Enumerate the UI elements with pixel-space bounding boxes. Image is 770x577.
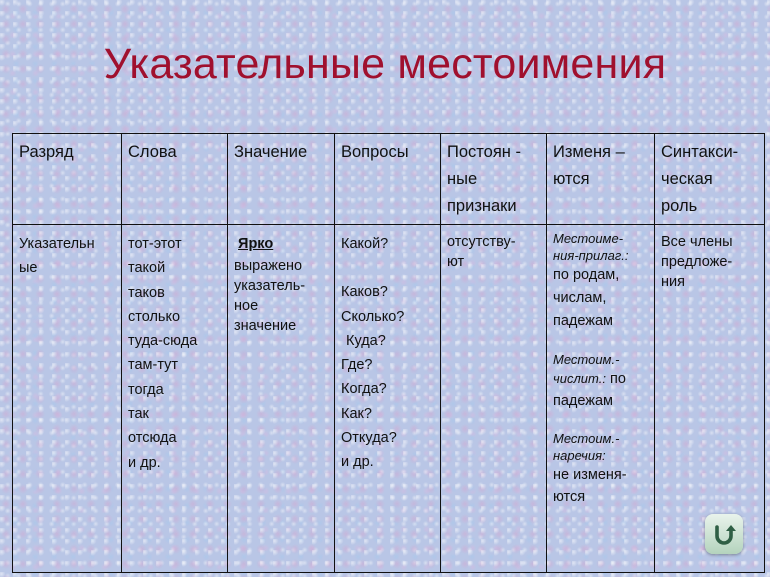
table-header-row	[13, 134, 765, 225]
page-title: Указательные местоимения	[103, 40, 667, 88]
meaning-highlight: Ярко	[238, 236, 274, 252]
header-syntactic-role: Синтакси- ческая роль	[655, 134, 765, 225]
cell-constant-features: отсутству- ют	[441, 225, 547, 573]
cell-words: тот-этот такой таков столько туда-сюда там-тут тогда так отсюда и др.	[122, 225, 228, 573]
header-changes: Изменя – ются	[547, 134, 655, 225]
header-constant-features: Постоян - ные признаки	[441, 134, 547, 225]
u-turn-arrow-icon	[711, 521, 737, 547]
pronoun-table	[12, 133, 765, 573]
back-button[interactable]	[705, 514, 743, 554]
cell-meaning: Ярко выражено указатель- ное значение	[228, 225, 335, 573]
cell-category: Указательн ые	[13, 225, 122, 573]
header-questions: Вопросы	[335, 134, 441, 225]
table-row	[13, 225, 765, 573]
cell-changes: Местоиме- ния-прилаг.: по родам, числам, падежам Местоим.- числит.: по падежам Местоим.- наречия: не изменя- ются	[547, 225, 655, 573]
cell-questions: Какой? Каков? Сколько? Куда? Где? Когда? Как? Откуда? и др.	[335, 225, 441, 573]
header-words: Слова	[122, 134, 228, 225]
header-category: Разряд	[13, 134, 122, 225]
cell-syntactic-role: Все члены предложе- ния	[655, 225, 765, 573]
header-meaning: Значение	[228, 134, 335, 225]
